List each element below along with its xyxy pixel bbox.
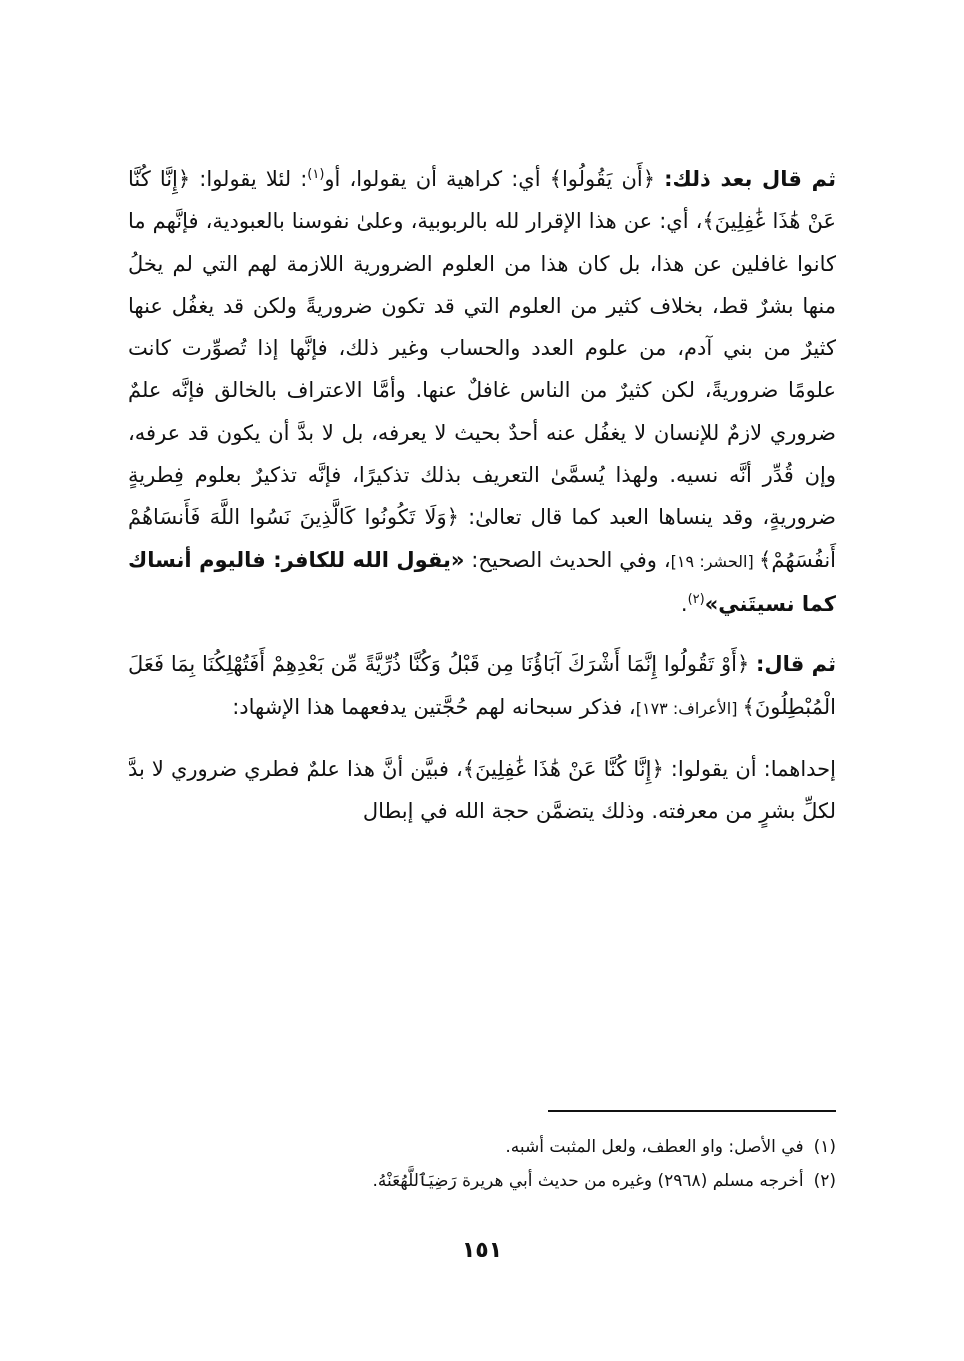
paragraph-1 (128, 158, 836, 625)
body-text: أي: كراهية أن يقولوا، أو (324, 167, 550, 191)
footnote-item (128, 1164, 836, 1198)
footnotes-section (128, 1110, 836, 1198)
body-text: ، أي: عن هذا الإقرار لله بالربوبية، وعلىٰ نفوسنا بالعبودية، فإنَّهم ما كانوا غافلين عن هذا، بل كان هذا من العلوم الضرورية اللازمة لهم التي لم يخلُ منها بشرٌ قط، بخلاف كثير من العلوم التي قد تكون ضروريةً ولكن قد يغفُل عنها كثيرٌ من بني آدم، من علوم العدد والحساب وغير ذلك، فإنَّها إذا تُصوِّرت كانت علومًا ضروريةً، لكن كثيرٌ من الناس غافلٌ عنها. وأمَّا الاعتراف بالخالق فإنَّه علمٌ ضروري لازمٌ للإنسان لا يغفُل عنه أحدٌ بحيث لا يعرفه، بل لا بدَّ أن يكون قد عرفه، وإن قُدِّر أنَّه نسيه. ولهذا يُسمَّىٰ التعريف بذلك تذكيرًا، فإنَّه تذكيرٌ بعلوم فِطريةٍ ضروريةٍ، وقد ينساها العبد كما قال تعالىٰ: (128, 209, 836, 530)
body-text: . (680, 591, 688, 616)
footnote-text: أخرجه مسلم (٢٩٦٨) وغيره من حديث أبي هريرة رَضِيَٱللَّهُعَنْهُ. (372, 1171, 804, 1191)
quran-verse: ﴿إِنَّا كُنَّا عَنْ هَٰذَا غَٰفِلِينَ﴾ (128, 167, 837, 234)
paragraph-lead: ثم قال: (756, 652, 836, 677)
quran-verse: ﴿إِنَّا كُنَّا عَنْ هَٰذَا غَٰفِلِينَ﴾ (462, 756, 664, 781)
footnote-item (128, 1130, 836, 1164)
quran-verse: ﴿أَن يَقُولُوا﴾ (549, 167, 656, 191)
body-text: ، وفي الحديث الصحيح: (464, 547, 671, 572)
verse-reference: [الحشر: ١٩] (670, 551, 760, 571)
footnote-number: (١) (813, 1137, 836, 1157)
body-text: ، فذكر سبحانه لهم حُجَّتين يدفعهما هذا الإشهاد: (232, 694, 636, 719)
paragraph-2 (128, 643, 836, 730)
quran-verse: ﴿أَوْ تَقُولُوا إِنَّمَا أَشْرَكَ آبَاؤُنَا مِن قَبْلُ وَكُنَّا ذُرِّيَّةً مِّن بَعْدِهِمْ أَفَتُهْلِكُنَا بِمَا فَعَلَ الْمُبْطِلُونَ﴾ (128, 652, 836, 719)
body-text: إحداهما: أن يقولوا: (663, 756, 836, 781)
quran-verse: ﴿وَلَا تَكُونُوا كَالَّذِينَ نَسُوا اللَّهَ فَأَنسَاهُمْ أَنفُسَهُمْ﴾ (128, 505, 837, 572)
footnote-marker[interactable]: (٢) (687, 591, 705, 607)
paragraph-lead: ثم قال بعد ذلك: (664, 167, 836, 191)
footnote-divider (548, 1110, 836, 1112)
body-text: ، فبيَّن أنَّ هذا علمٌ فطري ضروري لا بدَّ لكلِّ بشرٍ من معرفته. وذلك يتضمَّن حجة الله في إبطال (128, 756, 836, 824)
verse-reference: [الأعراف: ١٧٣] (635, 698, 743, 718)
footnote-text: في الأصل: واو العطف، ولعل المثبت أشبه. (505, 1137, 804, 1157)
footnote-number: (٢) (813, 1171, 836, 1191)
page-body (128, 158, 836, 832)
paragraph-3 (128, 748, 836, 833)
body-text: : لئلا يقولوا: (190, 167, 308, 191)
hadith-quote: «يقول الله للكافر: فاليوم أنساك كما نسيتَني» (128, 547, 836, 616)
footnote-marker[interactable]: (١) (307, 167, 325, 182)
page-number: ١٥١ (461, 1238, 503, 1263)
